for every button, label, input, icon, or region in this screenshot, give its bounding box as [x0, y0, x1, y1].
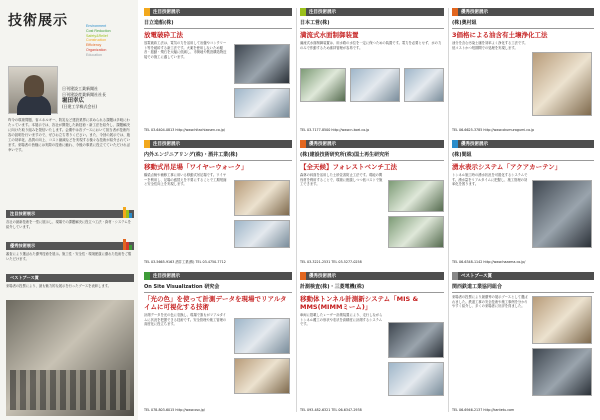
product-image: [234, 318, 290, 354]
category-bar: [300, 8, 444, 16]
category-bar: [452, 140, 594, 148]
company-name: 日本工営(株): [300, 19, 444, 29]
technology-title: 移動式吊足場「ワイヤーウォーク」: [144, 163, 248, 171]
description: 来場者の投票により最優秀の展示ブースとして選ばれました。鉄道工事の安全技術や施工事例を分かりやすく紹介し、多くの来場者に好評を得ました。: [452, 295, 528, 309]
side-section-best-booth: [6, 274, 134, 289]
exhibit-card: [144, 8, 292, 132]
category-flag: [300, 8, 306, 16]
exhibit-card: [300, 140, 444, 264]
person-name: 堀田幸広: [62, 98, 85, 104]
product-image: [404, 68, 444, 102]
contact-info: TEL 06-6946-2137 http://kantetu.com: [452, 407, 515, 412]
side-section-label: [6, 274, 134, 282]
legend-item: Safety&Relief: [86, 33, 108, 38]
product-image: [234, 180, 290, 216]
description: 油分を含む汚染土壌を効率よく浄化する工法です。低コストかつ短期間での処理を実現します。: [452, 41, 528, 50]
technology-title: 移動体トンネル計測新システム「MIS & MMS(MIMMミーム)」: [300, 295, 419, 311]
legend-item: Cost Reduction: [86, 28, 111, 33]
category-flag: [144, 140, 150, 148]
description: 車両に搭載したレーザー計測装置により、走行しながらトンネル覆工の形状や変状を高精度に計測するシステムです。: [300, 313, 383, 327]
product-image: [388, 180, 444, 212]
category-label: ベストブース賞: [461, 274, 493, 279]
category-mark-icon: [123, 207, 132, 218]
product-image: [300, 68, 346, 102]
contact-info: TEL 03-7177-8500 http://www.n-koei.co.jp: [300, 127, 370, 132]
side-section-label: [6, 242, 134, 250]
side-section-text: 来場者の投票により、最も魅力的な展示を行ったブースを表彰します。: [6, 284, 111, 288]
company-name: 内外エンジニアリング(株)・酒井工業(株): [144, 151, 292, 161]
category-bar: [452, 272, 594, 280]
company-name: (株)奥村組: [452, 19, 594, 29]
person-note: (日建工学株式会社): [62, 104, 98, 109]
company-name: 関西鉄道工業協同組合: [452, 283, 594, 293]
category-label: 優秀技術展示: [309, 142, 336, 147]
category-label: 優秀技術展示: [461, 10, 488, 15]
technology-title: 【全天候】フォレストベンチ工法: [300, 163, 397, 171]
category-flag: [452, 272, 458, 280]
column-divider: [296, 8, 297, 412]
company-name: 計測検査(株)・三菱電機(株): [300, 283, 444, 293]
category-mark-icon: [123, 239, 132, 250]
category-label: 優秀技術展示: [461, 142, 488, 147]
company-name: (株)間組: [452, 151, 594, 161]
product-image: [234, 358, 290, 394]
category-bar: [452, 8, 594, 16]
product-image: [388, 322, 444, 358]
description: 森林の斜面を活用した土砂災害防止工法です。現地の間伐材を利用することで、環境に配慮しつつ低コストで施工できます。: [300, 173, 383, 187]
booth-photo: [532, 296, 592, 344]
category-flag: [144, 272, 150, 280]
person-info: [62, 86, 134, 110]
company-name: On Site Visualization 研究会: [144, 283, 292, 293]
description: 橋梁点検や補修工事に用いる移動式吊足場です。ワイヤーを利用し、足場の盛替えを不要にすることで工期短縮と安全性向上を実現します。: [144, 173, 227, 187]
category-bar: [300, 272, 444, 280]
category-flag: [300, 140, 306, 148]
side-section-title: 注目技術展示: [10, 211, 36, 216]
category-flag: [144, 8, 150, 16]
company-name: 日立造船(株): [144, 19, 292, 29]
side-section-excellent: [6, 242, 134, 261]
category-label: 注目技術展示: [153, 10, 180, 15]
product-image: [234, 88, 290, 118]
side-section-featured: [6, 210, 134, 229]
side-section-text: 審査により選ばれた優秀技術を展示。施工性・安全性・環境配慮に優れた技術をご覧いただけます。: [6, 252, 132, 261]
product-image: [388, 216, 444, 248]
crowd-image: [10, 370, 130, 410]
side-section-title: ベストブース賞: [10, 275, 39, 280]
category-label: 優秀技術展示: [309, 274, 336, 279]
page-title: 技術展示: [8, 13, 68, 29]
exhibit-card: [452, 8, 594, 132]
technology-title: 「光の色」を使って計測データを現場でリアルタイムに可視化する技術: [144, 295, 287, 311]
category-bar: [144, 272, 292, 280]
side-section-label: [6, 210, 134, 218]
technology-title: 満流式水面制御装置: [300, 31, 359, 39]
contact-info: TEL 03-6404-0813 http://www.hitachizosen.co.jp/: [144, 127, 226, 132]
company-name: (株)建設技術研究所(株)国土再生研究所: [300, 151, 444, 161]
product-image: [388, 362, 444, 396]
contact-info: TEL 03-5665-9163 酒井工業(株) TEL 03-4750-7712: [144, 259, 226, 264]
side-section-title: 優秀技術展示: [10, 243, 36, 248]
category-flag: [452, 8, 458, 16]
technology-title: 放電破砕工法: [144, 31, 183, 39]
description: トンネル施工時の湧水状況を可視化するシステムです。湧水量をリアルタイムに把握し、施工管理の効率化を図ります。: [452, 173, 528, 187]
legend-item: Construction: [86, 38, 107, 43]
legend-item: Efficiency: [86, 43, 102, 48]
exhibit-card: [144, 272, 292, 412]
legend-item: Education: [86, 52, 102, 57]
exhibition-photo: [6, 300, 134, 416]
intro-column: [0, 0, 138, 420]
intro-text: 昨今の環境問題、省エネルギー、防災など建設業界に求められる課題は多岐にわたっています。本展示では、各社が開発した新技術・新工法を紹介し、課題解決に向けた取り組みを発信いたします。会期中は各ブースにおいて担当者が技術内容の説明を行いますので、ぜひお立ち寄りください。また、今回の展示では、施工の効率化、品質の向上、コスト縮減などを実現する様々な技術が紹介されています。来場者の皆様には実際の技術に触れ、今後の事業に役立てていただければ幸いです。: [8, 118, 131, 152]
exhibit-card: [300, 272, 444, 412]
category-label: 注目技術展示: [153, 274, 180, 279]
contact-info: TEL 078-803-6015 http://www.osv.jp/: [144, 407, 205, 412]
product-image: [532, 52, 592, 116]
category-bar: [144, 140, 292, 148]
category-legend: [86, 24, 136, 58]
contact-info: TEL 093-482-6321 TEL 06-6347-2938: [300, 407, 362, 412]
product-image: [234, 44, 290, 84]
exhibit-card: [452, 140, 594, 264]
category-label: 注目技術展示: [309, 10, 336, 15]
person-title: 日刊建設産業新聞社社長: [62, 92, 106, 97]
legend-item: Environment: [86, 24, 107, 28]
product-image: [350, 68, 400, 102]
product-image: [532, 180, 592, 248]
technology-title: 湧水表示システム「アクアカーテン」: [452, 163, 562, 171]
contact-info: TEL 06-6625-3785 http://www.okumuragumi.co.jp: [452, 127, 535, 132]
category-bar: [144, 8, 292, 16]
technology-title: 3価格による油含有土壌浄化工法: [452, 31, 548, 39]
category-flag: [300, 272, 306, 280]
category-bar: [300, 140, 444, 148]
portrait-photo: [8, 66, 58, 114]
side-section-text: 各社の最新技術を一堂に展示し、現場での課題解決に役立つ工法・資材・システムを紹介しています。: [6, 220, 131, 229]
column-divider: [448, 8, 449, 412]
contact-info: TEL 03-3221-2531 TEL 03-5277-0258: [300, 259, 362, 264]
category-flag: [452, 140, 458, 148]
exhibit-card: [300, 8, 444, 132]
exhibit-card: [144, 140, 292, 264]
description: 満流式水面制御装置は、用水路の水位を一定に保つための装置です。電力を必要とせず、水の力のみで作動するため維持管理が容易です。: [300, 41, 442, 50]
product-image: [234, 220, 290, 248]
contact-info: TEL 06-6348-1142 http://www.hazama.co.jp/: [452, 259, 526, 264]
exhibit-card: [452, 272, 594, 412]
description: 計測データを光の色に変換し、現場で誰もがリアルタイムに状況を把握できる技術です。安全管理や施工管理の高度化に役立ちます。: [144, 313, 227, 327]
description: 放電破砕工法は、電気の力を活用して岩盤やコンクリート等を破砕する新工法です。火薬を使用しないため騒音・振動・飛石を大幅に低減し、市街地や既設構造物近接での施工に適しています。: [144, 41, 227, 59]
person-org: 日刊建設工業新聞社: [62, 86, 98, 91]
legend-item: Organization: [86, 47, 107, 52]
category-label: 注目技術展示: [153, 142, 180, 147]
booth-photo: [532, 348, 592, 396]
